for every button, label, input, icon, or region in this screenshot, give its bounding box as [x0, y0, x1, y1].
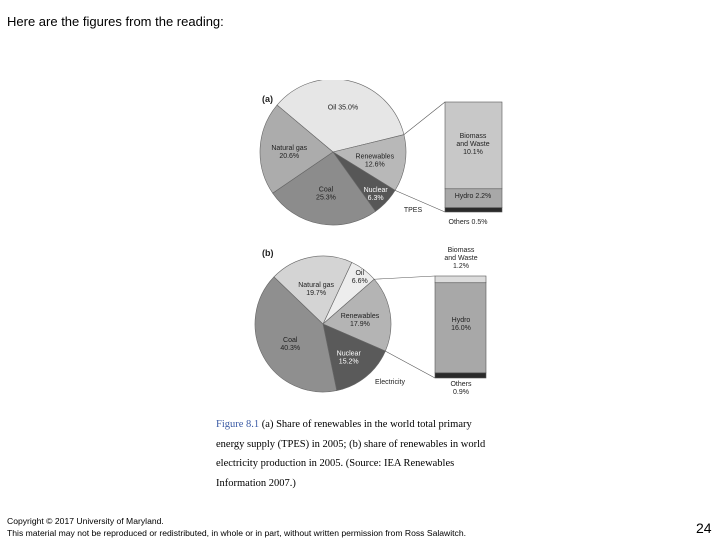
- chart-b: [255, 247, 486, 396]
- panel-label: (b): [262, 248, 274, 258]
- connector-line: [404, 102, 445, 135]
- slice-label: Natural gas 20.6%: [271, 144, 308, 160]
- copyright-notice: [7, 516, 466, 539]
- breakdown-label: Hydro 2.2%: [454, 193, 492, 200]
- breakdown-label: Biomass and Waste 1.2%: [444, 247, 478, 270]
- breakdown-label: Others 0.9%: [450, 381, 472, 396]
- breakdown-segment-others: [435, 373, 486, 378]
- copyright-line-2: This material may not be reproduced or redistributed, in whole or in part, without written permission from Ross Salawitch.: [7, 527, 467, 538]
- breakdown-segment-others: [445, 208, 502, 212]
- page-number: 24: [696, 520, 712, 536]
- slice-label: Oil 6.6%: [351, 270, 368, 286]
- pie-charts-svg: [250, 80, 510, 410]
- pie-total-label: Electricity: [375, 379, 405, 386]
- figure-8-1: [250, 80, 510, 415]
- caption-line-2: energy supply (TPES) in 2005; (b) share of renewables in world: [216, 438, 486, 450]
- slice-label: Oil 35.0%: [327, 104, 359, 112]
- chart-a: [260, 80, 502, 226]
- caption-line-3: electricity production in 2005. (Source: IEA Renewables: [216, 458, 455, 469]
- slice-label: Natural gas 19.7%: [298, 282, 335, 298]
- breakdown-label: Biomass and Waste 10.1%: [456, 133, 490, 156]
- breakdown-label: Others 0.5%: [448, 219, 488, 226]
- slice-label: Renewables 12.6%: [355, 153, 395, 169]
- pie-total-label: TPES: [403, 207, 423, 214]
- slice-label: Coal 25.3%: [316, 186, 336, 202]
- breakdown-segment-biomass-and-waste: [435, 276, 486, 283]
- slice-label: Renewables 17.9%: [340, 313, 380, 329]
- slide-heading: Here are the figures from the reading:: [7, 14, 224, 29]
- breakdown-label: Hydro 16.0%: [451, 317, 471, 332]
- slice-label: Nuclear 15.2%: [336, 350, 361, 366]
- figure-reference: Figure 8.1: [216, 419, 260, 430]
- panel-label: (a): [262, 94, 273, 104]
- copyright-line-1: Copyright © 2017 University of Maryland.: [7, 516, 164, 526]
- connector-line: [374, 276, 435, 279]
- caption-line-4: Information 2007.): [216, 477, 296, 489]
- caption-text-1: (a) Share of renewables in the world total primary: [259, 419, 472, 430]
- slice-label: Nuclear 6.3%: [363, 186, 388, 202]
- figure-caption: [216, 415, 536, 493]
- caption-line-1: [216, 415, 536, 435]
- connector-line: [385, 351, 435, 378]
- slice-label: Coal 40.3%: [280, 337, 301, 353]
